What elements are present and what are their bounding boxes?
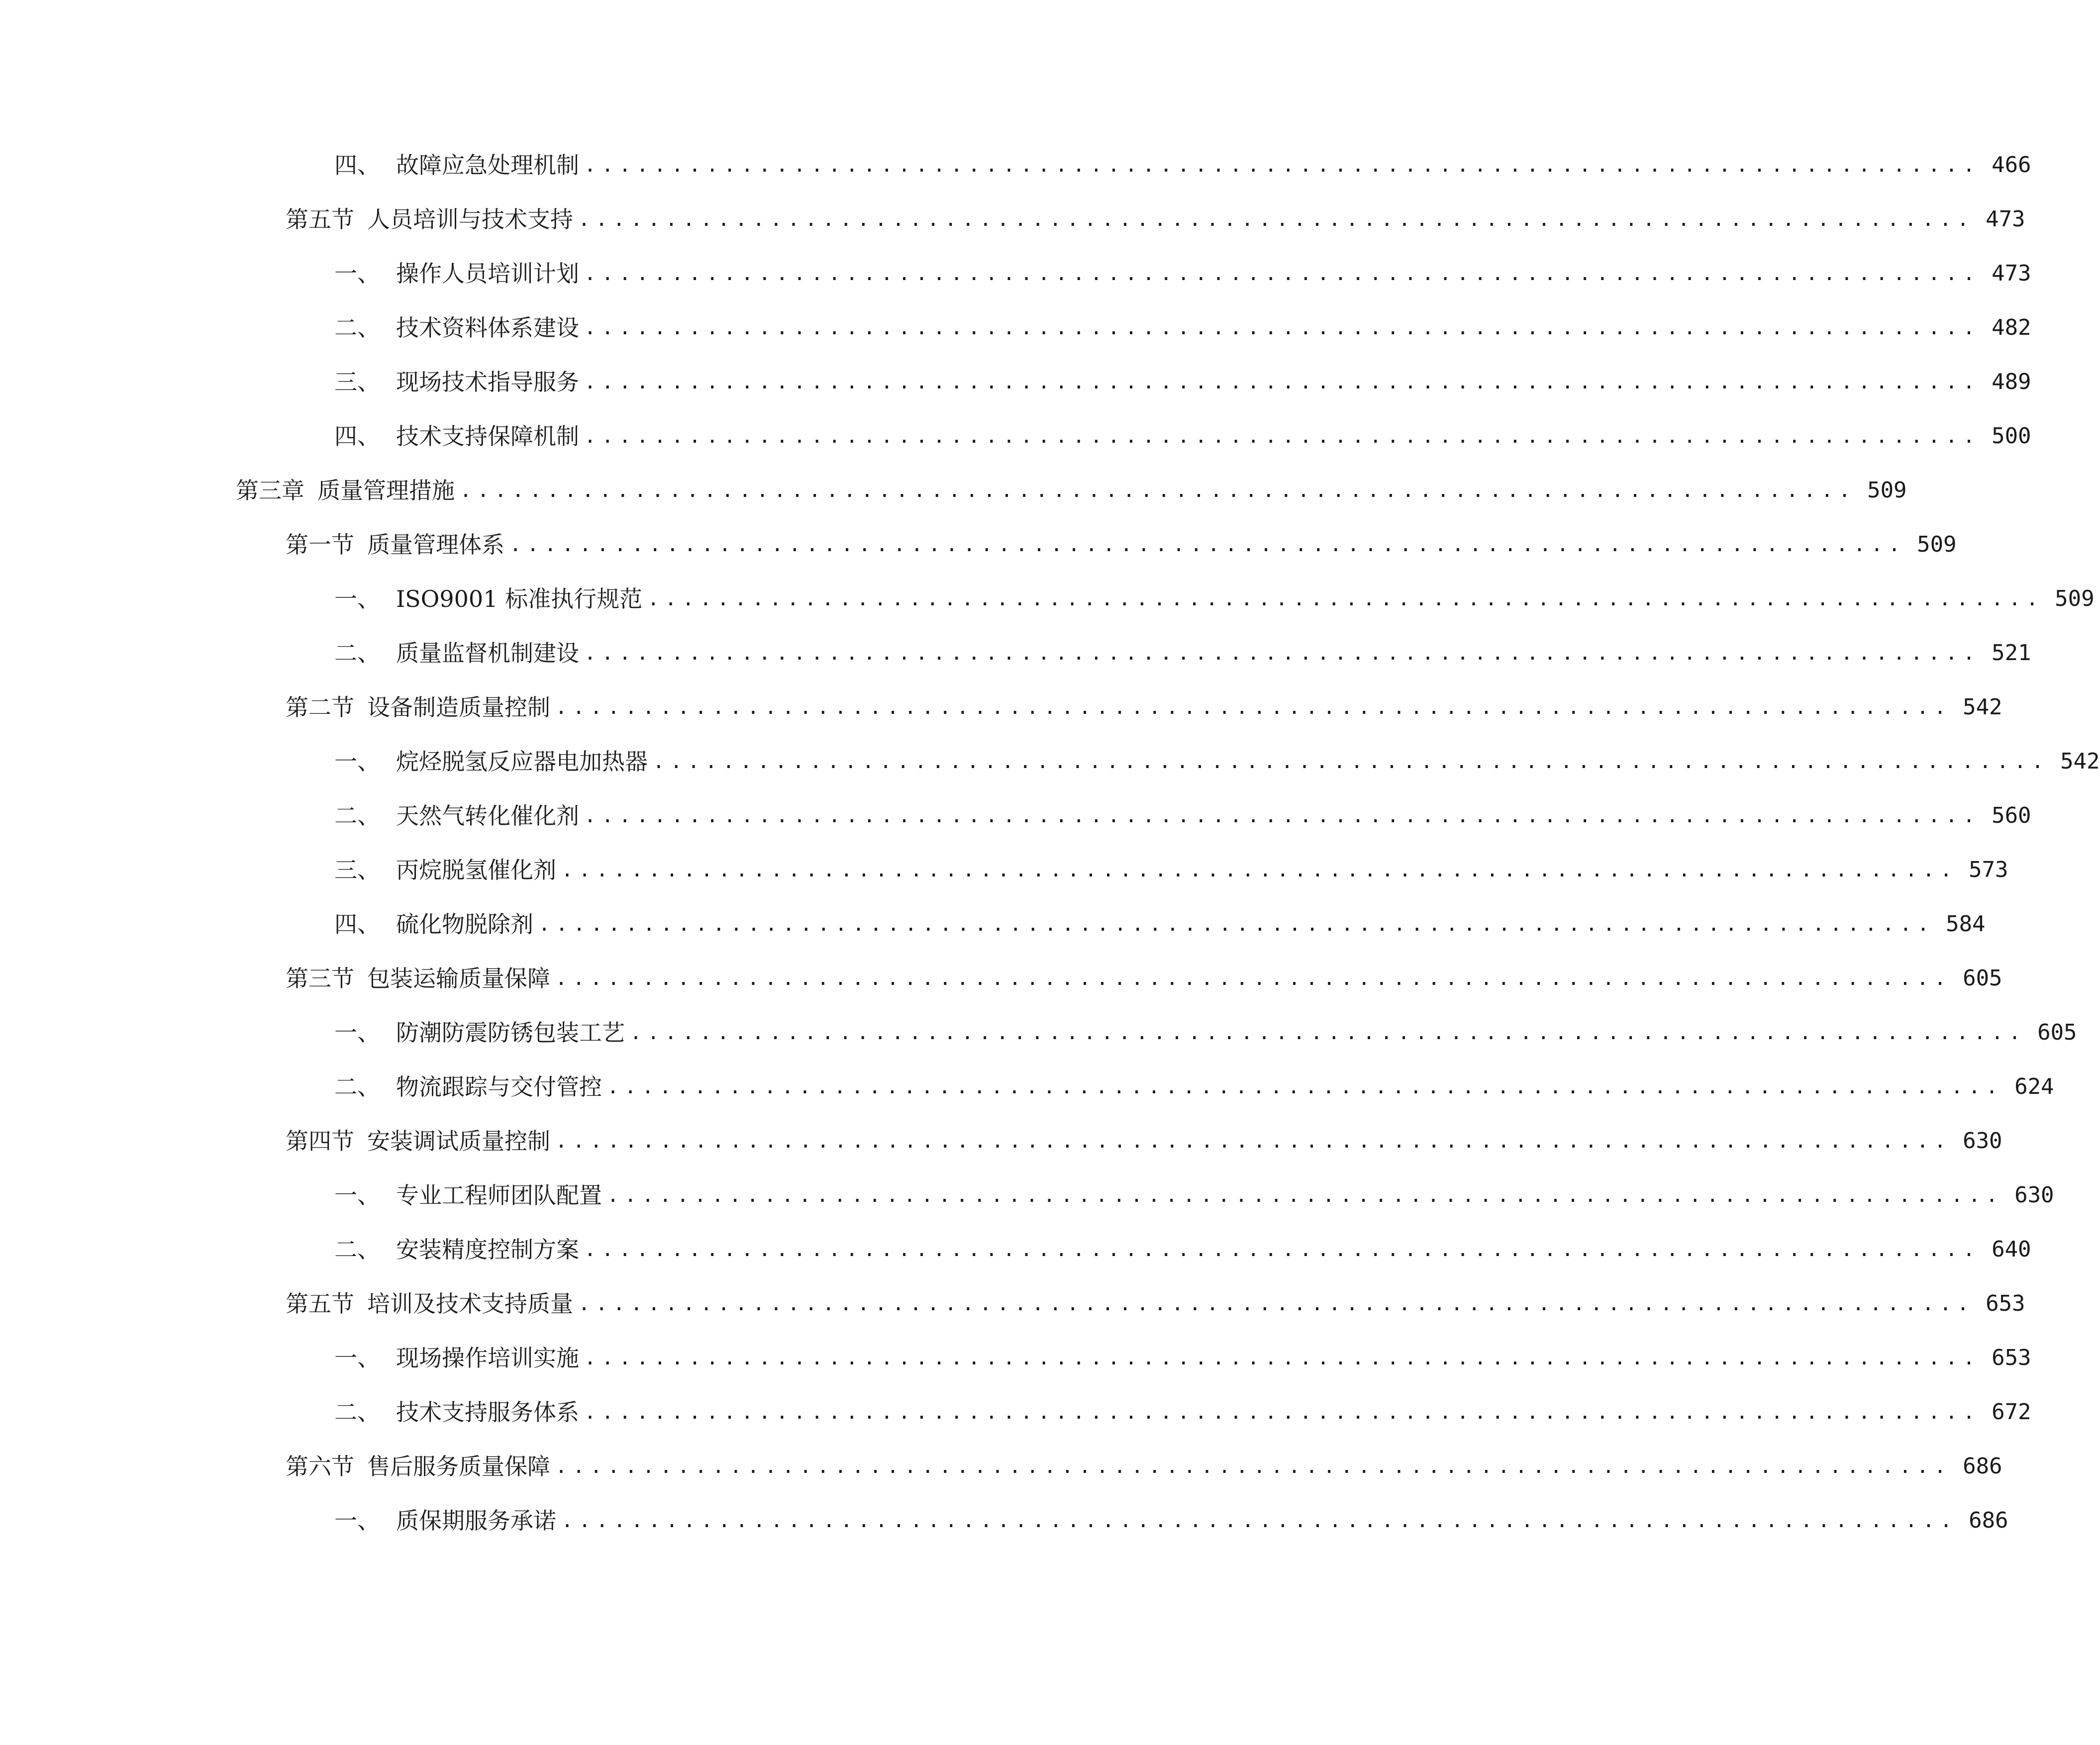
dot-leader: ................................................................................ xyxy=(584,642,1981,665)
dot-leader: ................................................................................ xyxy=(584,425,1981,448)
toc-entry-page: 466 xyxy=(1992,152,2031,178)
toc-entry-page: 500 xyxy=(1992,423,2031,449)
dot-leader: ................................................................................ xyxy=(630,1021,2026,1044)
toc-entry-page: 489 xyxy=(1992,369,2031,394)
toc-entry-page: 630 xyxy=(1963,1128,2002,1154)
toc-entry-number: 第三章 xyxy=(236,477,304,504)
dot-leader: ................................................................................ xyxy=(555,1455,1952,1478)
toc-entry-title: 烷烃脱氢反应器电加热器 xyxy=(396,748,648,775)
toc-entry-page: 542 xyxy=(1963,694,2002,720)
dot-leader: ................................................................................ xyxy=(584,262,1981,285)
toc-entry-title: 现场操作培训实施 xyxy=(396,1345,579,1371)
dot-leader: ................................................................................ xyxy=(555,967,1952,990)
toc-entry-number: 第二节 xyxy=(286,694,354,721)
toc-entry-title: ISO9001 标准执行规范 xyxy=(396,585,643,612)
toc-entry-title: 质量管理体系 xyxy=(367,531,504,558)
toc-entry-number: 一、 xyxy=(334,585,380,612)
toc-entry[interactable] xyxy=(334,1501,2008,1541)
toc-entry-number: 四、 xyxy=(334,911,380,938)
toc-entry-number: 一、 xyxy=(334,748,380,775)
toc-entry-page: 624 xyxy=(2014,1074,2054,1099)
toc-entry[interactable] xyxy=(334,362,2031,402)
toc-entry[interactable] xyxy=(334,742,2100,781)
toc-entry-page: 521 xyxy=(1992,640,2031,666)
toc-entry-page: 640 xyxy=(1992,1237,2031,1262)
toc-entry-title: 天然气转化催化剂 xyxy=(396,802,579,829)
toc-entry-title: 物流跟踪与交付管控 xyxy=(396,1073,602,1100)
toc-entry-number: 一、 xyxy=(334,260,380,287)
toc-entry-page: 686 xyxy=(1969,1508,2008,1533)
toc-entry-page: 584 xyxy=(1946,911,1986,937)
toc-entry-page: 605 xyxy=(2037,1020,2077,1045)
toc-entry-page: 560 xyxy=(1992,803,2031,828)
toc-entry-number: 第六节 xyxy=(286,1453,354,1480)
toc-entry-title: 质保期服务承诺 xyxy=(396,1507,556,1534)
dot-leader: ................................................................................ xyxy=(584,1347,1981,1369)
dot-leader: ................................................................................ xyxy=(538,913,1935,936)
toc-entry-page: 605 xyxy=(1963,966,2002,991)
toc-entry-title: 丙烷脱氢催化剂 xyxy=(396,857,556,883)
toc-entry[interactable] xyxy=(334,308,2031,348)
toc-entry[interactable] xyxy=(334,416,2031,456)
toc-entry-page: 473 xyxy=(1986,206,2025,232)
dot-leader: ................................................................................ xyxy=(460,479,1856,502)
toc-entry-title: 人员培训与技术支持 xyxy=(367,206,573,233)
toc-entry[interactable] xyxy=(286,1121,2002,1161)
dot-leader: ................................................................................ xyxy=(584,154,1981,177)
toc-entry-page: 573 xyxy=(1969,857,2008,882)
toc-entry[interactable] xyxy=(286,199,2025,239)
toc-entry-title: 安装调试质量控制 xyxy=(367,1128,550,1155)
toc-entry-number: 二、 xyxy=(334,1073,380,1100)
toc-entry-page: 473 xyxy=(1992,261,2031,286)
toc-entry-title: 防潮防震防锈包装工艺 xyxy=(396,1019,625,1046)
toc-entry[interactable] xyxy=(286,1284,2025,1324)
toc-entry[interactable] xyxy=(334,850,2008,890)
dot-leader: ................................................................................ xyxy=(509,533,1906,556)
toc-entry-number: 一、 xyxy=(334,1345,380,1371)
toc-entry-number: 三、 xyxy=(334,857,380,883)
toc-entry[interactable] xyxy=(286,687,2002,727)
toc-entry[interactable] xyxy=(286,1447,2002,1486)
toc-entry-page: 509 xyxy=(2055,586,2095,611)
dot-leader: ................................................................................ xyxy=(584,316,1981,339)
dot-leader: ................................................................................ xyxy=(561,859,1958,881)
toc-entry[interactable] xyxy=(334,633,2031,673)
toc-entry-title: 技术支持保障机制 xyxy=(396,423,579,450)
toc-entry[interactable] xyxy=(334,145,2031,185)
dot-leader: ................................................................................ xyxy=(607,1184,2003,1207)
dot-leader: ................................................................................ xyxy=(647,587,2044,610)
toc-entry-page: 482 xyxy=(1992,315,2031,340)
dot-leader: ................................................................................ xyxy=(561,1509,1958,1532)
toc-entry-number: 二、 xyxy=(334,1236,380,1263)
toc-entry-page: 686 xyxy=(1963,1454,2002,1479)
toc-entry[interactable] xyxy=(334,1230,2031,1269)
toc-entry-title: 设备制造质量控制 xyxy=(367,694,550,721)
toc-entry-number: 第五节 xyxy=(286,1290,354,1317)
toc-entry-title: 操作人员培训计划 xyxy=(396,260,579,287)
toc-entry-number: 二、 xyxy=(334,314,380,341)
toc-entry-page: 509 xyxy=(1867,478,1907,503)
toc-entry-page: 542 xyxy=(2060,749,2100,774)
toc-entry-page: 653 xyxy=(1986,1291,2025,1316)
toc-entry[interactable] xyxy=(236,471,1907,510)
toc-entry-page: 653 xyxy=(1992,1345,2031,1370)
toc-entry-title: 故障应急处理机制 xyxy=(396,152,579,179)
dot-leader: ................................................................................ xyxy=(653,750,2049,773)
toc-entry-number: 四、 xyxy=(334,152,380,179)
toc-entry-number: 第一节 xyxy=(286,531,354,558)
toc-entry-number: 二、 xyxy=(334,1399,380,1426)
toc-entry-title: 硫化物脱除剂 xyxy=(396,911,533,938)
dot-leader: ................................................................................ xyxy=(578,208,1975,231)
toc-entry-title: 专业工程师团队配置 xyxy=(396,1182,602,1209)
dot-leader: ................................................................................ xyxy=(607,1075,2003,1098)
toc-entry[interactable] xyxy=(334,1067,2054,1107)
toc-entry[interactable] xyxy=(334,1392,2031,1432)
toc-entry[interactable] xyxy=(334,796,2031,836)
toc-entry[interactable] xyxy=(286,525,1957,565)
dot-leader: ................................................................................ xyxy=(584,804,1981,827)
toc-entry-page: 672 xyxy=(1992,1399,2031,1425)
toc-entry-number: 一、 xyxy=(334,1182,380,1209)
toc-entry[interactable] xyxy=(334,579,2095,619)
dot-leader: ................................................................................ xyxy=(578,1292,1975,1315)
toc-entry-title: 技术支持服务体系 xyxy=(396,1399,579,1426)
toc-entry[interactable] xyxy=(334,254,2031,293)
toc-entry-number: 一、 xyxy=(334,1507,380,1534)
toc-entry-number: 第五节 xyxy=(286,206,354,233)
dot-leader: ................................................................................ xyxy=(555,1130,1952,1153)
toc-entry[interactable] xyxy=(334,1175,2054,1215)
toc-entry-title: 技术资料体系建设 xyxy=(396,314,579,341)
toc-entry-number: 一、 xyxy=(334,1019,380,1046)
toc-entry[interactable] xyxy=(286,959,2002,998)
toc-entry-number: 第三节 xyxy=(286,965,354,992)
toc-entry-number: 四、 xyxy=(334,423,380,450)
toc-entry-number: 三、 xyxy=(334,369,380,395)
toc-entry-number: 二、 xyxy=(334,640,380,667)
toc-entry-title: 现场技术指导服务 xyxy=(396,369,579,395)
toc-entry-title: 包装运输质量保障 xyxy=(367,965,550,992)
toc-entry-title: 安装精度控制方案 xyxy=(396,1236,579,1263)
toc-entry-number: 第四节 xyxy=(286,1128,354,1155)
toc-entry[interactable] xyxy=(334,1338,2031,1378)
toc-entry-page: 630 xyxy=(2014,1182,2054,1208)
dot-leader: ................................................................................ xyxy=(584,371,1981,393)
toc-entry[interactable] xyxy=(334,904,1986,944)
dot-leader: ................................................................................ xyxy=(584,1238,1981,1261)
toc-entry[interactable] xyxy=(334,1013,2077,1053)
dot-leader: ................................................................................ xyxy=(555,696,1952,719)
toc-entry-title: 质量管理措施 xyxy=(317,477,455,504)
toc-entry-title: 售后服务质量保障 xyxy=(367,1453,550,1480)
toc-entry-page: 509 xyxy=(1917,532,1957,557)
dot-leader: ................................................................................ xyxy=(584,1401,1981,1424)
toc-entry-title: 培训及技术支持质量 xyxy=(367,1290,573,1317)
toc-entry-number: 二、 xyxy=(334,802,380,829)
toc-entry-title: 质量监督机制建设 xyxy=(396,640,579,667)
